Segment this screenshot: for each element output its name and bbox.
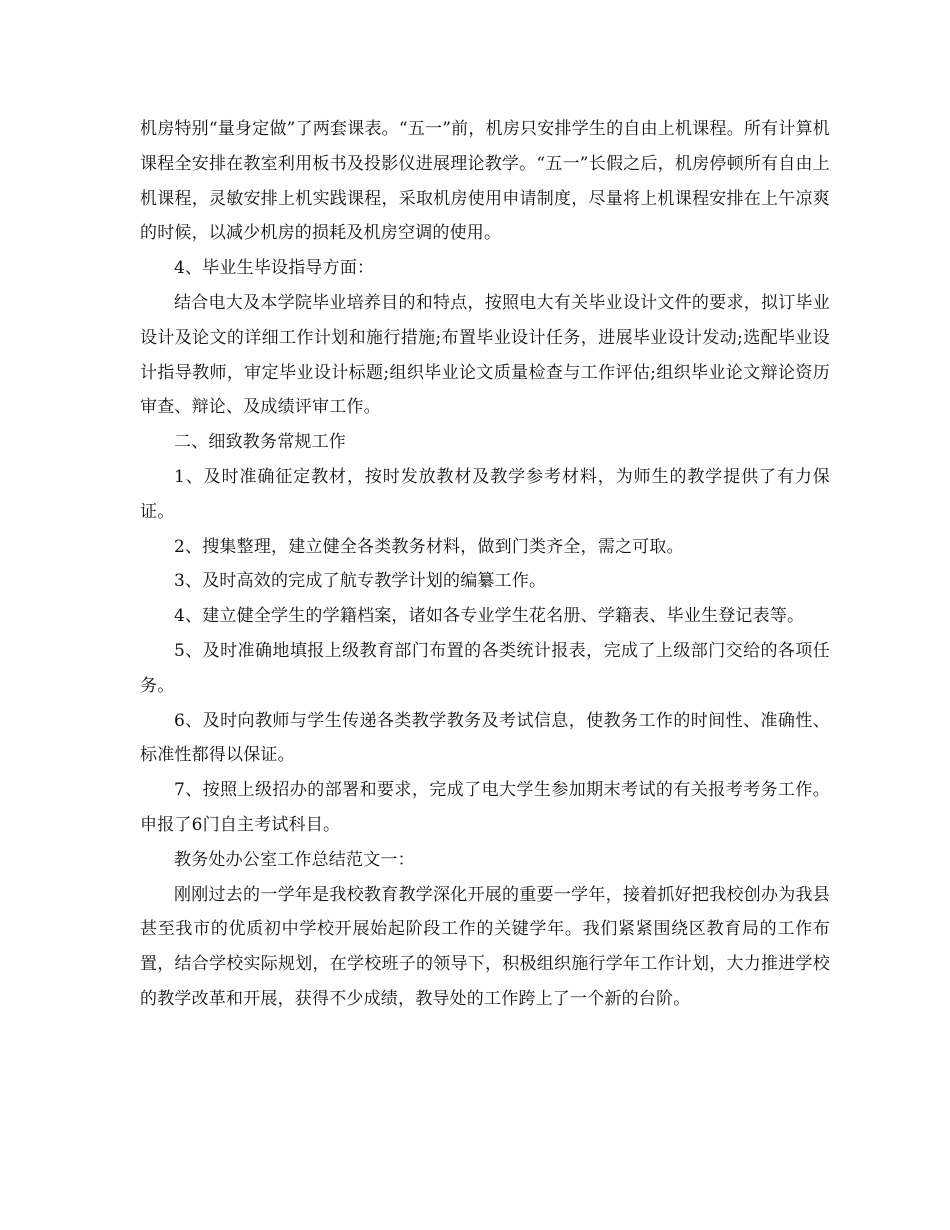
document-body	[140, 112, 830, 1017]
section-heading-graduation-guidance: 4、毕业生毕设指导方面：	[174, 258, 375, 279]
list-item-materials: 2、搜集整理，建立健全各类教务材料，做到门类齐全，需之可取。	[174, 536, 684, 557]
section-heading-routine-work: 二、细致教务常规工作	[174, 432, 346, 453]
list-item-teaching-plan: 3、及时高效的完成了航专教学计划的编纂工作。	[174, 571, 547, 592]
paragraph-computer-room-schedule: 机房特别“量身定做”了两套课表。“五一”前，机房只安排学生的自由上机课程。所有计算机课程全安排在教室利用板书及投影仪进展理论教学。“五一”长假之后，机房停顿所有自由上机课程，灵敏安排上机实践课程，采取机房使用申请制度，尽量将上机课程安排在上午凉爽的时候，以减少机房的损耗及机房空调的使用。	[140, 119, 830, 244]
list-item-student-records: 4、建立健全学生的学籍档案，诸如各专业学生花名册、学籍表、毕业生登记表等。	[174, 606, 805, 627]
list-item-textbooks: 1、及时准确征定教材，按时发放教材及教学参考材料，为师生的教学提供了有力保证。	[140, 466, 830, 522]
list-item-information-delivery: 6、及时向教师与学生传递各类教学教务及考试信息，使教务工作的时间性、准确性、标准性都得以保证。	[140, 710, 830, 766]
section-heading-sample-summary: 教务处办公室工作总结范文一：	[174, 849, 415, 870]
paragraph-school-year-summary: 刚刚过去的一学年是我校教育教学深化开展的重要一学年，接着抓好把我校创办为我县甚至我市的优质初中学校开展始起阶段工作的关键学年。我们紧紧围绕区教育局的工作布置，结合学校实际规划，在学校班子的领导下，积极组织施行学年工作计划，大力推进学校的教学改革和开展，获得不少成绩，教导处的工作跨上了一个新的台阶。	[140, 884, 830, 1009]
paragraph-graduation-design: 结合电大及本学院毕业培养目的和特点，按照电大有关毕业设计文件的要求，拟订毕业设计及论文的详细工作计划和施行措施;布置毕业设计任务，进展毕业设计发动;选配毕业设计指导教师，审定毕业设计标题;组织毕业论文质量检查与工作评估;组织毕业论文辩论资历审查、辩论、及成绩评审工作。	[140, 292, 830, 418]
list-item-statistical-reports: 5、及时准确地填报上级教育部门布置的各类统计报表，完成了上级部门交给的各项任务。	[140, 640, 830, 696]
list-item-exam-affairs: 7、按照上级招办的部署和要求，完成了电大学生参加期末考试的有关报考考务工作。申报了6门自主考试科目。	[140, 780, 830, 835]
